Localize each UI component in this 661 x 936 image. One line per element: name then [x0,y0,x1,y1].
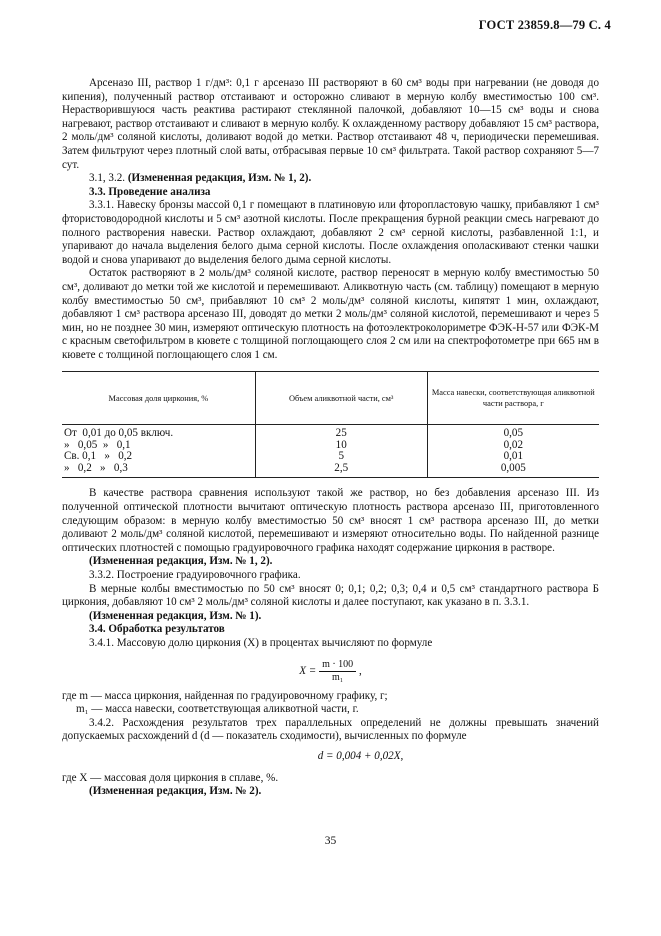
paragraph-3-4-2: 3.4.2. Расхождения результатов трех параллельных определений не должны превышать значений допускаемых расхождений d (d — показатель сходимости), вычисленных по формуле [62,716,599,743]
table-header-cell: Масса навески, соответствующая аликвотной части раствора, г [427,372,599,425]
paragraph-3-3-1: 3.3.1. Навеску бронзы массой 0,1 г помещают в платиновую или фторопластовую чашку, прибавляют 1 см³ фтористоводородной кислоты и 5 см³ азотной кислоты. После прекращения бурной реакции смесь нагревают до полного растворения навески. Раствор охлаждают, добавляют 2 см³ серной кислоты, разбавленной 1:1, и упаривают до начала выделения белого дыма серной кислоты. После охлаждения ополаскивают стенки чашки водой и снова упаривают до выделения белого дыма серной кислоты. [62,199,599,266]
table-cell: 5 [255,451,427,463]
paragraph-edition-note-1 [62,172,599,186]
formula-fraction [319,659,356,684]
page-number: 35 [324,835,337,847]
paragraph-where-x: где X — массовая доля циркония в сплаве, %. [62,771,279,784]
document-body [62,77,599,799]
table-cell: 0,005 [500,461,526,474]
table-header-row [62,372,599,425]
table-row [62,425,599,440]
formula-lhs: X = [299,664,317,677]
table-cell: » 0,2 » 0,3 [64,461,128,474]
table-cell: 25 [255,425,427,440]
table-header-cell: Объем аликвотной части, см³ [255,372,427,425]
table-cell: 2,5 [255,463,427,478]
paragraph-where-m1: m₁ — масса навески, соответствующая аликвотной части, г. [76,703,359,716]
edition-note-4: (Измененная редакция, Изм. № 2). [89,785,262,798]
table-cell: 10 [255,440,427,452]
paragraph-residue: Остаток растворяют в 2 моль/дм³ соляной кислоте, раствор переносят в мерную колбу вместимостью 50 см³, доливают до метки той же кислотой и перемешивают. Аликвотную часть (см. таблицу) помещают в мерную колбу вместимостью 50 см³, прибавляют 10 см³ 2 моль/дм³ соляной кислоты, кипятят 1 мин, охлаждают, добавляют 1 см³ раствора арсеназо III, доводят до метки 2 моль/дм³ соляной кислотой, перемешивают и через 5 мин, но не позднее 30 мин, измеряют оптическую плотность на фотоэлектроколориметре ФЭК-Н-57 или ФЭК-М с красным светофильтром в кювете с толщиной поглощающего слоя 2 см или на спектрофотометре при 665 нм в кювете с толщиной поглощающего слоя 1 см. [62,267,599,361]
paragraph-where-m: где m — масса циркония, найденная по градуировочному графику, г; [62,689,388,702]
page-header: ГОСТ 23859.8—79 С. 4 [478,18,611,32]
edition-note: (Измененная редакция, Изм. № 1, 2). [127,172,312,185]
edition-note-3: (Измененная редакция, Изм. № 1). [89,609,262,622]
formula-tail: , [358,664,362,677]
paragraph-reference-solution: В качестве раствора сравнения используют такой же раствор, но без добавления арсеназо III. Из полученной оптической плотности вычитают оптическую плотность раствора арсеназо III, приготовленного следующим образом: в мерную колбу вместимостью 50 см³ вносят 1 см³ раствора арсеназо III, до метки доливают 2 моль/дм³ соляной кислотой, перемешивают и измеряют относительно воды. По найденной разнице оптических плотностей с помощью градуировочного графика находят содержание циркония в растворе. [62,487,599,554]
table-cell: » 0,05 » 0,1 [64,438,131,451]
table-cell: 0,05 [503,427,524,440]
formula-tolerance: d = 0,004 + 0,02X, [317,749,404,762]
formula-denominator: m₁ [332,671,344,683]
table-header-cell: Массовая доля циркония, % [62,372,255,425]
formula-mass-fraction [62,659,599,684]
section-heading-analysis: 3.3. Проведение анализа [89,185,211,198]
formula-numerator: m · 100 [319,659,356,672]
table-cell: 0,01 [503,450,524,463]
paragraph-arsenazo-solution: Арсеназо III, раствор 1 г/дм³: 0,1 г арсеназо III растворяют в 60 см³ воды при нагревании (не доводя до кипения), полученный раствор отстаивают и осторожно сливают в мерную колбу вместимостью 100 см³. Нерастворившуюся часть реактива растирают стеклянной палочкой, добавляют 10—15 см³ воды и снова нагревают, раствор отстаивают и сливают в мерную колбу. К охлажденному раствору добавляют 15 см³ раствора, 2 моль/дм³ соляной кислоты, доливают водой до метки. Раствор отстаивают 48 ч, периодически перемешивая. Затем фильтруют через плотный слой ваты, отбрасывая первые 10 см³ фильтрата. Такой раствор сохраняют 5—7 сут. [62,77,599,171]
paragraph-3-4-1: 3.4.1. Массовую долю циркония (X) в процентах вычисляют по формуле [89,637,433,649]
paragraph-3-3-2: 3.3.2. Построение градуировочного графика. [89,569,301,582]
edition-note-2: (Измененная редакция, Изм. № 1, 2). [89,555,273,568]
table-cell: Св. 0,1 » 0,2 [64,450,133,463]
clause-ref: 3.1, 3.2. [89,172,128,185]
paragraph-calibration: В мерные колбы вместимостью по 50 см³ вносят 0; 0,1; 0,2; 0,3; 0,4 и 0,5 см³ стандартного раствора Б циркония, добавляют 10 см³ 2 моль/дм³ соляной кислоты и далее поступают, как указано в п. 3.3.1. [62,582,599,609]
table-cell: От 0,01 до 0,05 включ. [64,427,174,440]
aliquot-table [62,371,599,478]
section-heading-processing: 3.4. Обработка результатов [89,623,225,636]
table-row [62,463,599,478]
table-cell: 0,02 [503,438,524,451]
